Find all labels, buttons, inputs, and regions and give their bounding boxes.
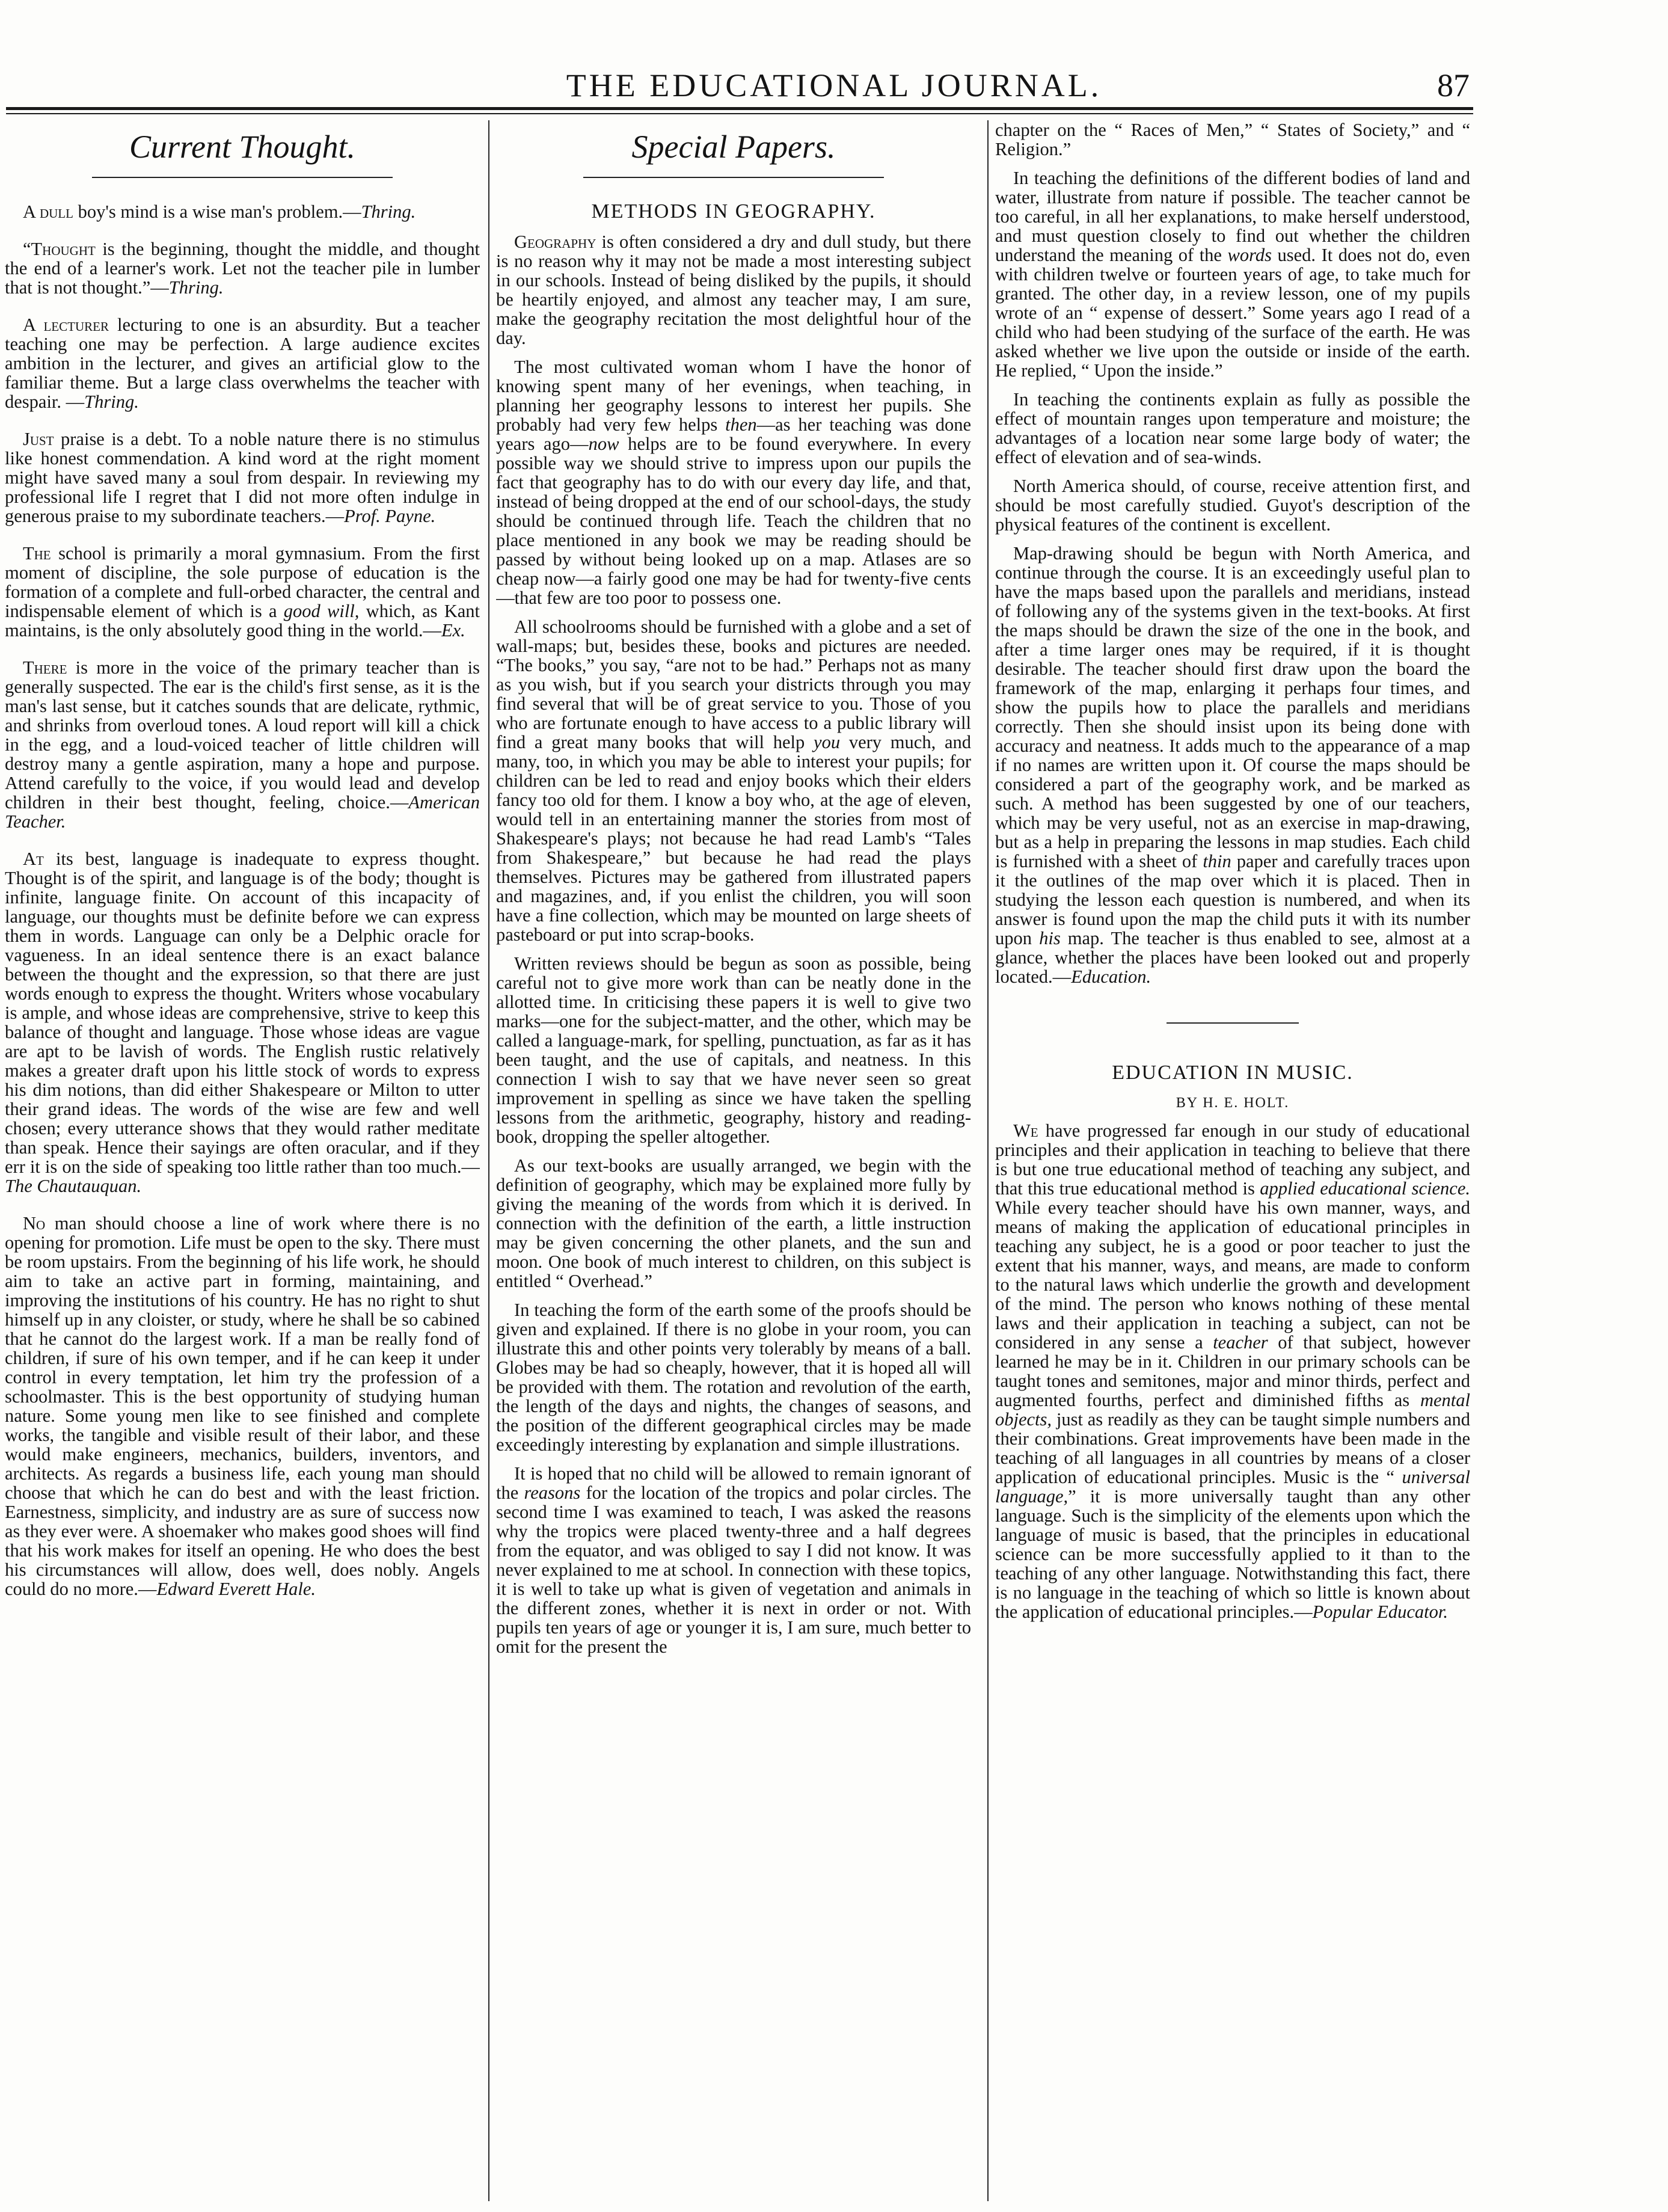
article-paragraph: Written reviews should be begun as soon as possible, being careful not to give more work than can be neatly done in the allotted time. In criticising these papers it is well to give two marks—one for the subject-matter, and the other, which may be called a language-mark, for spelling, punctuation, as far as it has been taught, and the use of capitals, and neatness. In this connection I wish to say that we have never seen so great improvement in spelling as since we have taken the spelling lessons from the arithmetic, geography, history and reading-book, dropping the speller altogether. xyxy=(496,953,971,1147)
quote-author: Thring. xyxy=(168,277,224,298)
paragraph-emphasis: mental objects, xyxy=(995,1390,1470,1430)
paragraph-emphasis: teacher xyxy=(1213,1332,1268,1353)
article-source: Education. xyxy=(1071,966,1151,987)
paragraph-text: very much, and many, too, in which you may be able to interest your pupils; for children can be led to read and enjoy books which their elders fancy too old for them. I know a boy who, at the age of eleven, would tell in an entertaining manner the stories from most of Shakespeare's plays; not because he had read Lamb's “Tales from Shakespeare,” but because he had read the plays themselves. Pictures may be gathered from illustrated papers and magazines, and, if you enlist the children, you will soon have a fine collection, which may be mounted on large sheets of pasteboard or put into scrap-books. xyxy=(496,732,971,945)
quote-paragraph xyxy=(5,315,480,411)
article-paragraph xyxy=(995,544,1470,986)
lead-word: Geography xyxy=(514,232,596,252)
quote-text: man should choose a line of work where there is no opening for promotion. Life must be open to the sky. There must be room upstairs. From the beginning of his life work, he should aim to take an active part in forming, maintaining, and improving the institutions of his country. He has no right to shut himself up in any cloister, or study, where he shall be so cabined that he cannot do the largest work. If a man be really fond of children, if sure of his own temper, and if he can keep it under control in every temptation, let him try the profession of a schoolmaster. This is the best opportunity of studying human nature. Some young men like to see finished and complete works, the tangible and visible result of their labor, and these would make engineers, mechanics, builders, inventors, and architects. As regards a business life, each young man should choose that which he can do best and with the least friction. Earnestness, simplicity, and industry are as sure of success now as they ever were. A shoemaker who makes good shoes will find that his work makes for itself an opening. He who does the best his circumstances will allow, does well, does nobly. Angels could do no more.— xyxy=(5,1213,480,1599)
quote-text: is more in the voice of the primary teacher than is generally suspected. The ear is the child's first sense, as it is the man's last sense, but it catches sounds that are delicate, rythmic, and shrinks from overloud tones. A loud report will kill a chick in the egg, and a loud-voiced teacher of little children will destroy many a gentle aspiration, many a hope and purpose. Attend carefully to the voice, if you would lead and develop children in their best thought, feeling, choice.— xyxy=(5,657,480,813)
paragraph-text: All schoolrooms should be furnished with a globe and a set of wall-maps; but, besides these, books and pictures are needed. “The books,” you say, “are not to be had.” Perhaps not as many as you wish, but if you search your districts through you may find several that will be of great service to you. Those of you who are fortunate enough to have access to a public library will find a great many books that will help xyxy=(496,616,971,752)
lead-word: “Thought xyxy=(23,239,96,259)
paragraph-text: While every teacher should have his own manner, ways, and means of making the application of educational principles in teaching any subject, he is a good or poor teacher to just the extent that his manner, ways, and means, are made to conform to the natural laws which underlie the growth and development of the mind. The person who knows nothing of these mental laws and their application in teaching a subject, can not be considered in any sense a xyxy=(995,1197,1470,1353)
lead-word: We xyxy=(1013,1120,1038,1141)
lead-word: The xyxy=(23,543,51,564)
paragraph-emphasis: you xyxy=(814,732,841,752)
quote-text: praise is a debt. To a noble nature there is no stimulus like honest commendation. A kind word at the right moment might have saved many a soul from despair. In reviewing my professional life I regret that I did not more often indulge in generous praise to my subordinate teachers.— xyxy=(5,429,480,526)
section-heading-current-thought: Current Thought. xyxy=(129,129,356,165)
article-paragraph xyxy=(496,357,971,607)
quote-paragraph xyxy=(5,544,480,640)
masthead xyxy=(0,0,1668,108)
journal-title: THE EDUCATIONAL JOURNAL. xyxy=(566,67,1102,103)
paragraph-text: of that subject, however learned he may be in it. Children in our primary schools can be taught tones and semitones, major and minor thirds, perfect and augmented fourths, perfect and diminished fifths as xyxy=(995,1332,1470,1410)
quote-text: its best, language is inadequate to express thought. Thought is of the spirit, and language is of the body; thought is infinite, language finite. On account of this incapacity of language, our thoughts must be definite before we can express them in words. Language can only be a Delphic oracle for vagueness. In an ideal sentence there is an exact balance between the thought and the expression, so that there are just words enough to express the thought. Writers whose vocabulary is ample, and whose ideas are comprehensive, strive to keep this balance of thought and language. Those whose ideas are vague are apt to be lavish of words. The English rustic relatively makes a greater draft upon his little stock of words to express his dim notions, than did either Shakespeare or Milton to utter their grand ideas. The words of the wise are few and well chosen; every utterance shows that they would rather meditate than speak. Hence their sayings are often oracular, and if they err it is on the side of speaking too little rather than too much.— xyxy=(5,849,480,1177)
article-paragraph xyxy=(496,617,971,944)
article-paragraph xyxy=(496,1464,971,1656)
lead-word: No xyxy=(23,1213,46,1233)
paragraph-emphasis: thin xyxy=(1203,851,1231,871)
quote-author: Edward Everett Hale. xyxy=(156,1579,316,1599)
section-heading-rule xyxy=(583,177,884,178)
paragraph-emphasis: his xyxy=(1039,928,1061,948)
quote-paragraph xyxy=(5,1214,480,1599)
paragraph-text: In teaching the definitions of the different bodies of land and water, illustrate from nature if possible. The teacher cannot be too careful, in all her explanations, to make herself understood, and must question closely to find out whether the children understand the meaning of the xyxy=(995,168,1470,265)
paragraph-emphasis: words xyxy=(1227,245,1272,265)
article-paragraph: North America should, of course, receive attention first, and should be most carefully studied. Guyot's description of the physical features of the continent is excellent. xyxy=(995,476,1470,535)
paragraph-emphasis: then xyxy=(725,414,757,435)
column-divider-1 xyxy=(488,120,489,2201)
quote-author: Prof. Payne. xyxy=(344,506,436,526)
quote-text: which, as Kant maintains, is the only absolutely good thing in the world.— xyxy=(5,601,480,641)
column-current-thought xyxy=(5,120,480,2212)
header-rule-thin xyxy=(6,113,1473,114)
section-heading-rule xyxy=(92,177,393,178)
paragraph-text: The most cultivated woman whom I have the honor of knowing spent many of her evenings, when teaching, in planning her geography lessons to interest her pupils. She probably had very few helps xyxy=(496,357,971,435)
paragraph-text: helps are to be found everywhere. In every possible way we should strive to impress upon our pupils the fact that geography has to do with our every day life, and that, instead of being dropped at the end of our school-days, the study should be continued through life. Teach the children that no place mentioned in any book we may be reading should be passed by without being looked up on a map. Atlases are so cheap now—a fairly good one may be had for twenty-five cents—that few are too poor to possess one. xyxy=(496,434,971,608)
paragraph-text: paper and carefully traces upon it the outlines of the map over which it is placed. Then in studying the lesson each question is numbered, and when its answer is found upon the map the child puts it with its number upon xyxy=(995,851,1470,948)
paragraph-text: map. The teacher is thus enabled to see, almost at a glance, whether the places have been looked out and properly located.— xyxy=(995,928,1470,987)
article-title-music: EDUCATION IN MUSIC. xyxy=(1112,1061,1354,1084)
article-byline: BY H. E. HOLT. xyxy=(1176,1095,1290,1111)
lead-word: Just xyxy=(23,429,54,449)
article-paragraph: As our text-books are usually arranged, we begin with the definition of geography, which may be explained more fully by giving the meaning of the words from which it is derived. In connection with the definition of the earth, a little instruction may be given concerning the other planets, and the sun and moon. One book of much interest to children, on this subject is entitled “ Overhead.” xyxy=(496,1155,971,1291)
lead-word: A lecturer xyxy=(23,315,109,335)
paragraph-emphasis: now xyxy=(588,434,619,454)
paragraph-emphasis: universal language, xyxy=(995,1467,1470,1507)
paragraph-text: It is hoped that no child will be allowed to remain ignorant of the xyxy=(496,1463,971,1503)
paragraph-text: ” it is more universally taught than any other language. Such is the simplicity of the elements upon which the language of music is based, that the principles in educational science can be more successfully applied to it than to the teaching of any other language. Notwithstanding this fact, there is no language in the teaching of which so little is known about the application of educational principles.— xyxy=(995,1486,1470,1622)
section-heading-special-papers: Special Papers. xyxy=(631,129,836,165)
paragraph-emphasis: applied educational science. xyxy=(1260,1178,1470,1199)
paragraph-text: —as her teaching was done years ago— xyxy=(496,414,971,454)
paragraph-text: used. It does not do, even with children twelve or fourteen years of age, to take much for granted. The other day, in a review lesson, one of my pupils wrote of an “ expense of dessert.” Some years ago I read of a child who had been studying of the surface of the earth. He was asked whether we live upon the outside or inside of the earth. He replied, “ Upon the inside.” xyxy=(995,245,1470,381)
paragraph-text: for the location of the tropics and polar circles. The second time I was examined to teach, I was asked the reasons why the tropics were placed twenty-three and a half degrees from the equator, and was obliged to say I did not know. It was never explained to me at school. In connection with these topics, it is well to take up what is given of vegetation and animals in the different zones, whether it is next in order or not. With pupils ten years of age or younger it is, I am sure, much better to omit for the present the xyxy=(496,1482,971,1657)
article-paragraph xyxy=(496,232,971,348)
quote-text: boy's mind is a wise man's problem.— xyxy=(73,201,361,222)
quote-author: Thring. xyxy=(84,392,139,412)
quote-paragraph xyxy=(5,429,480,526)
article-paragraph xyxy=(995,1121,1470,1621)
quote-text: is the beginning, thought the middle, and thought the end of a learner's work. Let not the teacher pile in lumber that is not thought.”— xyxy=(5,239,480,298)
quote-author: Thring. xyxy=(361,201,416,222)
article-separator xyxy=(1167,1022,1299,1024)
column-continuation xyxy=(995,120,1470,2212)
quote-text: school is primarily a moral gymnasium. From the first moment of discipline, the sole purpose of education is the formation of a complete and full-orbed character, the central and indispensable element of which is a xyxy=(5,543,480,621)
paragraph-text: have progressed far enough in our study of educational principles and their application in teaching to believe that there is but one true educational method of teaching any subject, and that this true educational method is xyxy=(995,1120,1470,1199)
lead-word: A dull xyxy=(23,201,73,222)
quote-paragraph xyxy=(5,202,480,221)
quote-paragraph xyxy=(5,658,480,831)
article-title-geography: METHODS IN GEOGRAPHY. xyxy=(591,200,876,223)
lead-word: At xyxy=(23,849,44,869)
page-number: 87 xyxy=(1437,67,1470,103)
column-divider-2 xyxy=(987,120,989,2201)
lead-word: There xyxy=(23,657,67,678)
quote-paragraph xyxy=(5,849,480,1196)
article-continuation: chapter on the “ Races of Men,” “ States of Society,” and “ Religion.” xyxy=(995,120,1470,159)
article-paragraph: In teaching the continents explain as fully as possible the effect of mountain ranges upon temperature and moisture; the advantages of a location near some large body of water; the effect of elevation and of sea-winds. xyxy=(995,389,1470,467)
article-paragraph: In teaching the form of the earth some of the proofs should be given and explained. If there is no globe in your room, you can illustrate this and other points very tolerably by means of a ball. Globes may be had so cheaply, however, that it is hoped all will be provided with them. The rotation and revolution of the earth, the length of the days and nights, the changes of seasons, and the position of the different geographical circles may be made exceedingly interesting by explanation and simple illustrations. xyxy=(496,1300,971,1455)
quote-paragraph xyxy=(5,239,480,297)
quote-author: Ex. xyxy=(441,620,465,641)
quote-author: The Chautauquan. xyxy=(5,1176,142,1196)
header-rule-thick xyxy=(6,107,1473,110)
paragraph-emphasis: reasons xyxy=(524,1482,581,1503)
article-paragraph xyxy=(995,168,1470,380)
article-source: Popular Educator. xyxy=(1312,1602,1449,1622)
quote-text: lecturing to one is an absurdity. But a teacher teaching one may be perfection. A large audience excites ambition in the lecturer, and gives an artificial glow to the familiar theme. But a large class overwhelms the teacher with despair. — xyxy=(5,315,480,412)
paragraph-text: just as readily as they can be taught simple numbers and their combinations. Great improvements have been made in the teaching of all languages in all countries by means of a closer application of educational principles. Music is the “ xyxy=(995,1409,1470,1487)
paragraph-text: Map-drawing should be begun with North America, and continue through the course. It is an exceedingly useful plan to have the maps based upon the parallels and meridians, instead of following any of the systems given in the text-books. At first the maps should be drawn the size of the one in the book, and after a time larger ones may be required, if it is thought desirable. The teacher should first draw upon the board the framework of the map, enlarging it perhaps four times, and show the pupils how to place the parallels and meridians correctly. Then she should insist upon its being done with accuracy and neatness. It adds much to the appearance of a map if no names are written upon it. Of course the maps should be considered a part of the geography work, and be marked as such. A method has been suggested by one of our teachers, which may be very useful, not as an exercise in map-drawing, but as a help in preparing the lessons in map studies. Each child is furnished with a sheet of xyxy=(995,543,1470,871)
column-special-papers xyxy=(496,120,971,2212)
quote-emphasis: good will, xyxy=(283,601,360,621)
quote-author: American Teacher. xyxy=(5,792,480,832)
paragraph-text: is often considered a dry and dull study, but there is no reason why it may not be made a most interesting subject in our schools. Instead of being disliked by the pupils, it should be heartily enjoyed, and almost any teacher may, I am sure, make the geography recitation the most delightful hour of the day. xyxy=(496,232,971,348)
